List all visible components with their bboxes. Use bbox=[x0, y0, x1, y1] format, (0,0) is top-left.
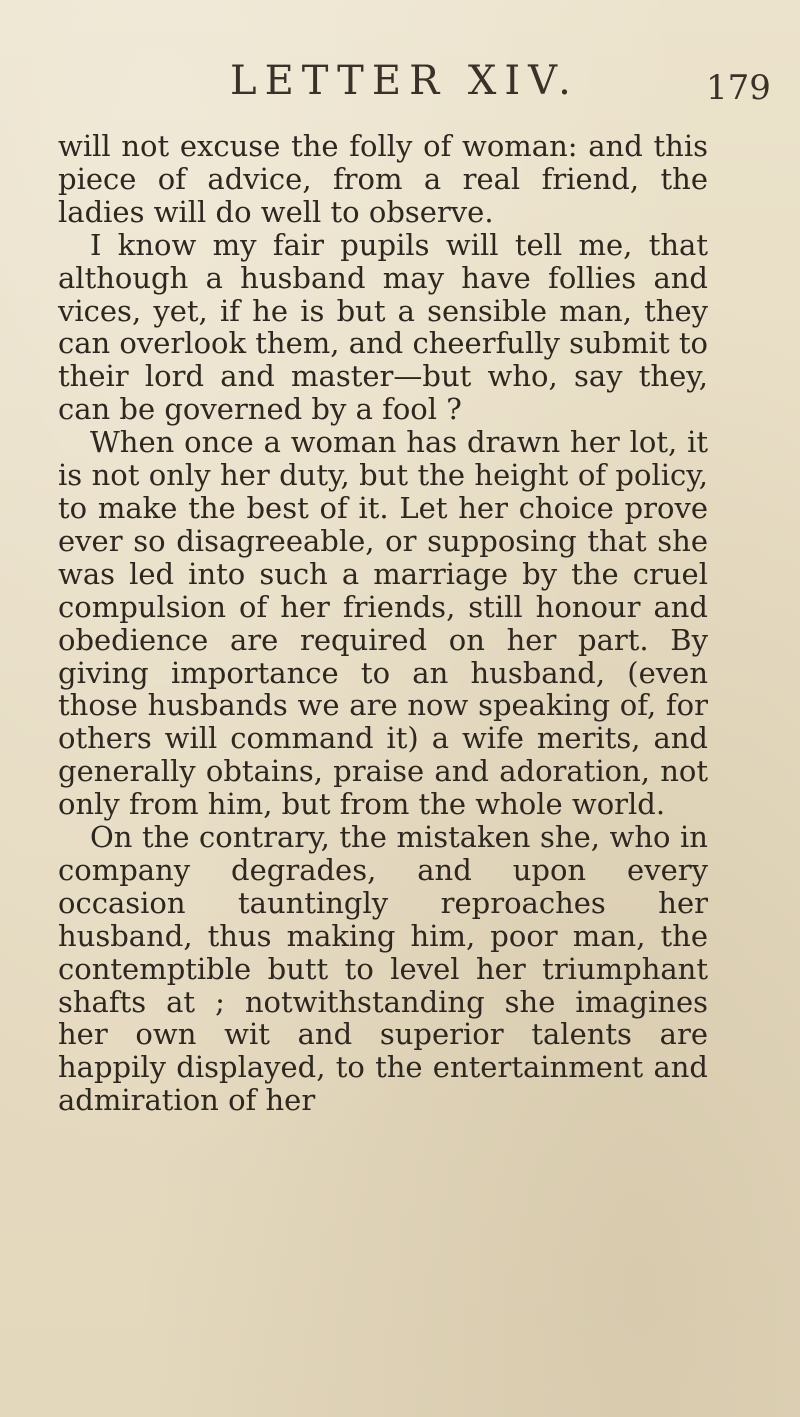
paragraph-on-the-contrary: On the contrary, the mistaken she, who in company degrades, and upon every occasion tauntingly reproaches her husband, thus making him, poor man, the contemptible butt to level her triumphant shafts at ; notwithstanding she imagines her own wit and superior talents are happily displayed, to the entertainment and admiration of her bbox=[58, 820, 708, 1118]
paragraph-fair-pupils: I know my fair pupils will tell me, that although a husband may have follies and vices, yet, if he is but a sensible man, they can overlook them, and cheerfully submit to their lord and master—but who, say they, can be governed by a fool ? bbox=[58, 227, 709, 427]
paragraph-drawn-her-lot: When once a woman has drawn her lot, it is not only her duty, but the height of policy, to make the best of it. Let her choice prove ever so disagreeable, or supposing that she was led into such a marriage by the cruel compulsion of her friends, still honour and obedience are required on her part. By giving importance to an husband, (even those husbands we are now speaking of, for others will command it) a wife merits, and generally obtains, praise and adoration, not only from him, but from the whole world. bbox=[58, 425, 708, 822]
paragraph-continuation: will not excuse the folly of woman: and this piece of advice, from a real friend, the ladies will do well to observe. bbox=[58, 129, 708, 229]
body-text bbox=[58, 130, 708, 1117]
page-number: 179 bbox=[706, 68, 771, 108]
page-header bbox=[0, 50, 800, 106]
running-head: LETTER XIV. bbox=[230, 58, 579, 104]
